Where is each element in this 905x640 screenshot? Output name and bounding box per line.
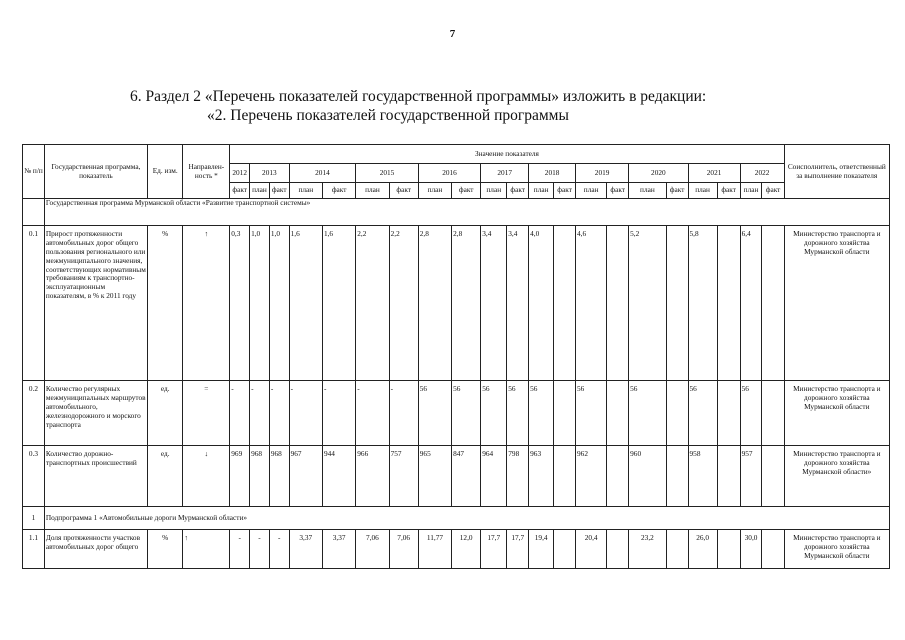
value-cell: 1,6: [289, 226, 322, 381]
value-cell: 2,2: [356, 226, 389, 381]
value-cell: 6,4: [740, 226, 762, 381]
value-cell: [762, 530, 784, 569]
value-cell: 4,0: [529, 226, 554, 381]
value-cell: 757: [389, 446, 418, 507]
indicator-direction: =: [183, 381, 230, 446]
value-cell: [717, 381, 740, 446]
value-cell: 7,06: [356, 530, 389, 569]
row-num: 0.3: [23, 446, 45, 507]
value-cell: 7,06: [389, 530, 418, 569]
value-cell: 960: [629, 446, 667, 507]
plan-header: план: [688, 183, 717, 199]
value-cell: 56: [529, 381, 554, 446]
value-cell: -: [322, 381, 355, 446]
value-cell: 56: [688, 381, 717, 446]
value-cell: 968: [269, 446, 289, 507]
value-cell: [607, 446, 629, 507]
plan-header: план: [740, 183, 762, 199]
value-cell: [666, 446, 688, 507]
fact-header: факт: [607, 183, 629, 199]
fact-header: факт: [322, 183, 355, 199]
program-section-row: [23, 199, 890, 226]
value-cell: [717, 446, 740, 507]
plan-header: план: [629, 183, 667, 199]
indicator-name: Доля протяженности участков автомобильных дорог общего: [44, 530, 147, 569]
value-cell: 1,6: [322, 226, 355, 381]
value-cell: 30,0: [740, 530, 762, 569]
value-cell: 957: [740, 446, 762, 507]
value-cell: [554, 226, 576, 381]
year-header: 2018: [529, 164, 576, 183]
value-cell: -: [389, 381, 418, 446]
plan-header: план: [418, 183, 451, 199]
value-cell: [554, 381, 576, 446]
year-header: 2021: [688, 164, 740, 183]
plan-header: план: [250, 183, 270, 199]
value-cell: [717, 530, 740, 569]
value-cell: 56: [507, 381, 529, 446]
value-cell: 5,8: [688, 226, 717, 381]
value-cell: 56: [481, 381, 507, 446]
value-cell: 3,4: [481, 226, 507, 381]
value-cell: [762, 446, 784, 507]
indicators-table: [22, 144, 890, 569]
fact-header: факт: [717, 183, 740, 199]
plan-header: план: [289, 183, 322, 199]
subprogram-num: 1: [23, 507, 45, 530]
value-cell: 847: [452, 446, 481, 507]
table-title: «2. Перечень показателей государственной программы: [207, 107, 569, 124]
value-cell: [607, 530, 629, 569]
fact-header: факт: [666, 183, 688, 199]
value-cell: -: [230, 530, 250, 569]
row-num: 1.1: [23, 530, 45, 569]
value-cell: 56: [576, 381, 607, 446]
value-cell: 798: [507, 446, 529, 507]
value-cell: [762, 226, 784, 381]
year-header: 2015: [356, 164, 418, 183]
table-row: [23, 381, 890, 446]
value-cell: [666, 530, 688, 569]
subprogram-row: [23, 507, 890, 530]
fact-header: факт: [389, 183, 418, 199]
indicator-direction: ↓: [183, 446, 230, 507]
value-cell: 3,4: [507, 226, 529, 381]
value-cell: 958: [688, 446, 717, 507]
year-header: 2013: [250, 164, 290, 183]
value-cell: 56: [740, 381, 762, 446]
value-cell: [554, 530, 576, 569]
value-cell: 0,3: [230, 226, 250, 381]
value-cell: [607, 226, 629, 381]
value-cell: 23,2: [629, 530, 667, 569]
value-cell: 56: [452, 381, 481, 446]
value-cell: 964: [481, 446, 507, 507]
value-cell: 5,2: [629, 226, 667, 381]
value-cell: -: [356, 381, 389, 446]
value-cell: 2,8: [452, 226, 481, 381]
value-cell: 3,37: [289, 530, 322, 569]
value-cell: 966: [356, 446, 389, 507]
value-cell: 968: [250, 446, 270, 507]
program-title: Государственная программа Мурманской области «Развитие транспортной системы»: [44, 199, 889, 226]
value-cell: 944: [322, 446, 355, 507]
indicator-unit: %: [148, 226, 183, 381]
fact-header: факт: [762, 183, 784, 199]
fact-header: факт: [507, 183, 529, 199]
year-header: 2014: [289, 164, 356, 183]
value-cell: [554, 446, 576, 507]
section-heading: 6. Раздел 2 «Перечень показателей государственной программы» изложить в редакции:: [130, 88, 707, 105]
header-num: № п/п: [23, 145, 45, 199]
indicator-name: Прирост протяженности автомобильных дорог общего пользования регионального или межмуниципального значения, соответствующих нормативным требованиям к транспортно-эксплуатационным показателям, в % к 2011 году: [44, 226, 147, 381]
value-cell: 962: [576, 446, 607, 507]
value-cell: 2,8: [418, 226, 451, 381]
value-cell: 56: [418, 381, 451, 446]
value-cell: 965: [418, 446, 451, 507]
plan-header: план: [356, 183, 389, 199]
value-cell: 26,0: [688, 530, 717, 569]
year-header: 2012: [230, 164, 250, 183]
table-row: [23, 446, 890, 507]
value-cell: 969: [230, 446, 250, 507]
value-cell: [607, 381, 629, 446]
plan-header: план: [529, 183, 554, 199]
year-header: 2017: [481, 164, 529, 183]
value-cell: 3,37: [322, 530, 355, 569]
fact-header: факт: [269, 183, 289, 199]
value-cell: -: [250, 530, 270, 569]
row-num: 0.2: [23, 381, 45, 446]
indicator-name: Количество регулярных межмуниципальных маршрутов автомобильного, железнодорожного и морского транспорта: [44, 381, 147, 446]
header-unit: Ед. изм.: [148, 145, 183, 199]
value-cell: 11,77: [418, 530, 451, 569]
year-header: 2019: [576, 164, 629, 183]
indicator-name: Количество дорожно-транспортных происшествий: [44, 446, 147, 507]
value-cell: -: [289, 381, 322, 446]
table-row: [23, 530, 890, 569]
header-direction: Направлен-ность *: [183, 145, 230, 199]
indicator-unit: ед.: [148, 381, 183, 446]
table-row: [23, 226, 890, 381]
plan-header: план: [576, 183, 607, 199]
indicator-unit: %: [148, 530, 183, 569]
fact-header: факт: [554, 183, 576, 199]
value-cell: 12,0: [452, 530, 481, 569]
value-cell: 20,4: [576, 530, 607, 569]
value-cell: [717, 226, 740, 381]
header-executor: Соисполнитель, ответственный за выполнение показателя: [784, 145, 889, 199]
value-cell: -: [250, 381, 270, 446]
header-name: Государственная программа, показатель: [44, 145, 147, 199]
header-values-group: Значение показателя: [230, 145, 784, 164]
indicator-unit: ед.: [148, 446, 183, 507]
value-cell: 19,4: [529, 530, 554, 569]
value-cell: 56: [629, 381, 667, 446]
value-cell: [666, 381, 688, 446]
value-cell: -: [269, 381, 289, 446]
indicator-direction: ↑: [183, 226, 230, 381]
fact-header: факт: [452, 183, 481, 199]
subprogram-title: Подпрограмма 1 «Автомобильные дороги Мурманской области»: [44, 507, 889, 530]
value-cell: 963: [529, 446, 554, 507]
fact-header: факт: [230, 183, 250, 199]
value-cell: -: [269, 530, 289, 569]
value-cell: -: [230, 381, 250, 446]
value-cell: [666, 226, 688, 381]
value-cell: [762, 381, 784, 446]
plan-header: план: [481, 183, 507, 199]
page-number: 7: [449, 28, 456, 40]
value-cell: 17,7: [481, 530, 507, 569]
year-header: 2020: [629, 164, 688, 183]
value-cell: 1,0: [250, 226, 270, 381]
year-header: 2022: [740, 164, 784, 183]
value-cell: 1,0: [269, 226, 289, 381]
indicator-executor: Министерство транспорта и дорожного хозяйства Мурманской области: [784, 381, 889, 446]
value-cell: 967: [289, 446, 322, 507]
indicator-executor: Министерство транспорта и дорожного хозяйства Мурманской области: [784, 530, 889, 569]
year-header: 2016: [418, 164, 480, 183]
indicator-executor: Министерство транспорта и дорожного хозяйства Мурманской области: [784, 226, 889, 381]
value-cell: 2,2: [389, 226, 418, 381]
indicator-executor: Министерство транспорта и дорожного хозяйства Мурманской области»: [784, 446, 889, 507]
value-cell: 4,6: [576, 226, 607, 381]
value-cell: 17,7: [507, 530, 529, 569]
row-num: 0.1: [23, 226, 45, 381]
indicator-direction: ↑: [183, 530, 230, 569]
section-num-cell: [23, 199, 45, 226]
